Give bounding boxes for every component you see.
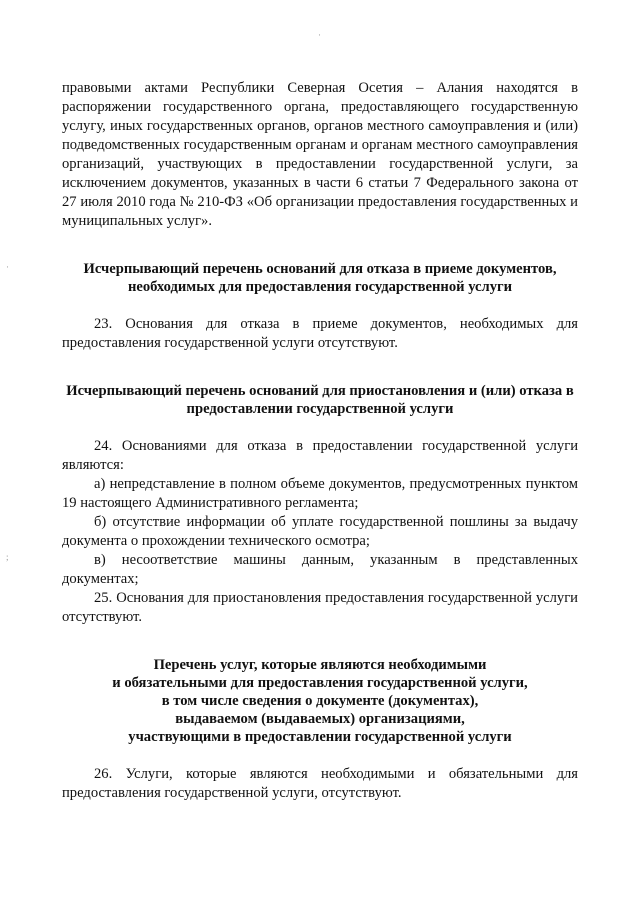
heading-line: и обязательными для предоставления государственной услуги, <box>112 675 528 691</box>
heading-suspension-refusal: Исчерпывающий перечень оснований для приостановления и (или) отказа в предоставлении государственной услуги <box>66 383 574 417</box>
paragraph-24a: а) непредставление в полном объеме документов, предусмотренных пунктом 19 настоящего Административного регламента; <box>62 476 578 511</box>
paragraph-24b: б) отсутствие информации об уплате государственной пошлины за выдачу документа о прохождении технического осмотра; <box>62 514 578 549</box>
scan-mark-left: · <box>6 262 9 272</box>
paragraph-24c: в) несоответствие машины данным, указанным в представленных документах; <box>62 552 578 587</box>
paragraph-24: 24. Основаниями для отказа в предоставлении государственной услуги являются: <box>62 438 578 473</box>
heading-line: в том числе сведения о документе (документах), <box>161 693 479 709</box>
heading-line: Перечень услуг, которые являются необходимыми <box>153 657 487 673</box>
heading-line: выдаваемом (выдаваемых) организациями, <box>175 711 465 727</box>
heading-line: участвующими в предоставлении государственной услуги <box>128 729 512 745</box>
paragraph-25: 25. Основания для приостановления предоставления государственной услуги отсутствуют. <box>62 590 578 625</box>
heading-refusal-acceptance: Исчерпывающий перечень оснований для отказа в приеме документов, необходимых для предоставления государственной услуги <box>83 261 557 295</box>
document-body <box>62 79 578 803</box>
scan-mark-top: · <box>318 30 321 40</box>
paragraph-23: 23. Основания для отказа в приеме документов, необходимых для предоставления государственной услуги отсутствуют. <box>62 316 578 351</box>
paragraph-26: 26. Услуги, которые являются необходимыми и обязательными для предоставления государственной услуги, отсутствуют. <box>62 766 578 801</box>
intro-paragraph: правовыми актами Республики Северная Осетия – Алания находятся в распоряжении государственного органа, предоставляющего государственную услугу, иных государственных органов, органов местного самоуправления и (или) подведомственных государственным органам и органам местного самоуправления организаций, участвующих в предоставлении государственной услуги, за исключением документов, указанных в части 6 статьи 7 Федерального закона от 27 июля 2010 года № 210-ФЗ «Об организации предоставления государственных и муниципальных услуг». <box>62 80 578 229</box>
scan-mark-left-2: ; <box>6 552 9 562</box>
heading-required-services <box>62 656 578 746</box>
